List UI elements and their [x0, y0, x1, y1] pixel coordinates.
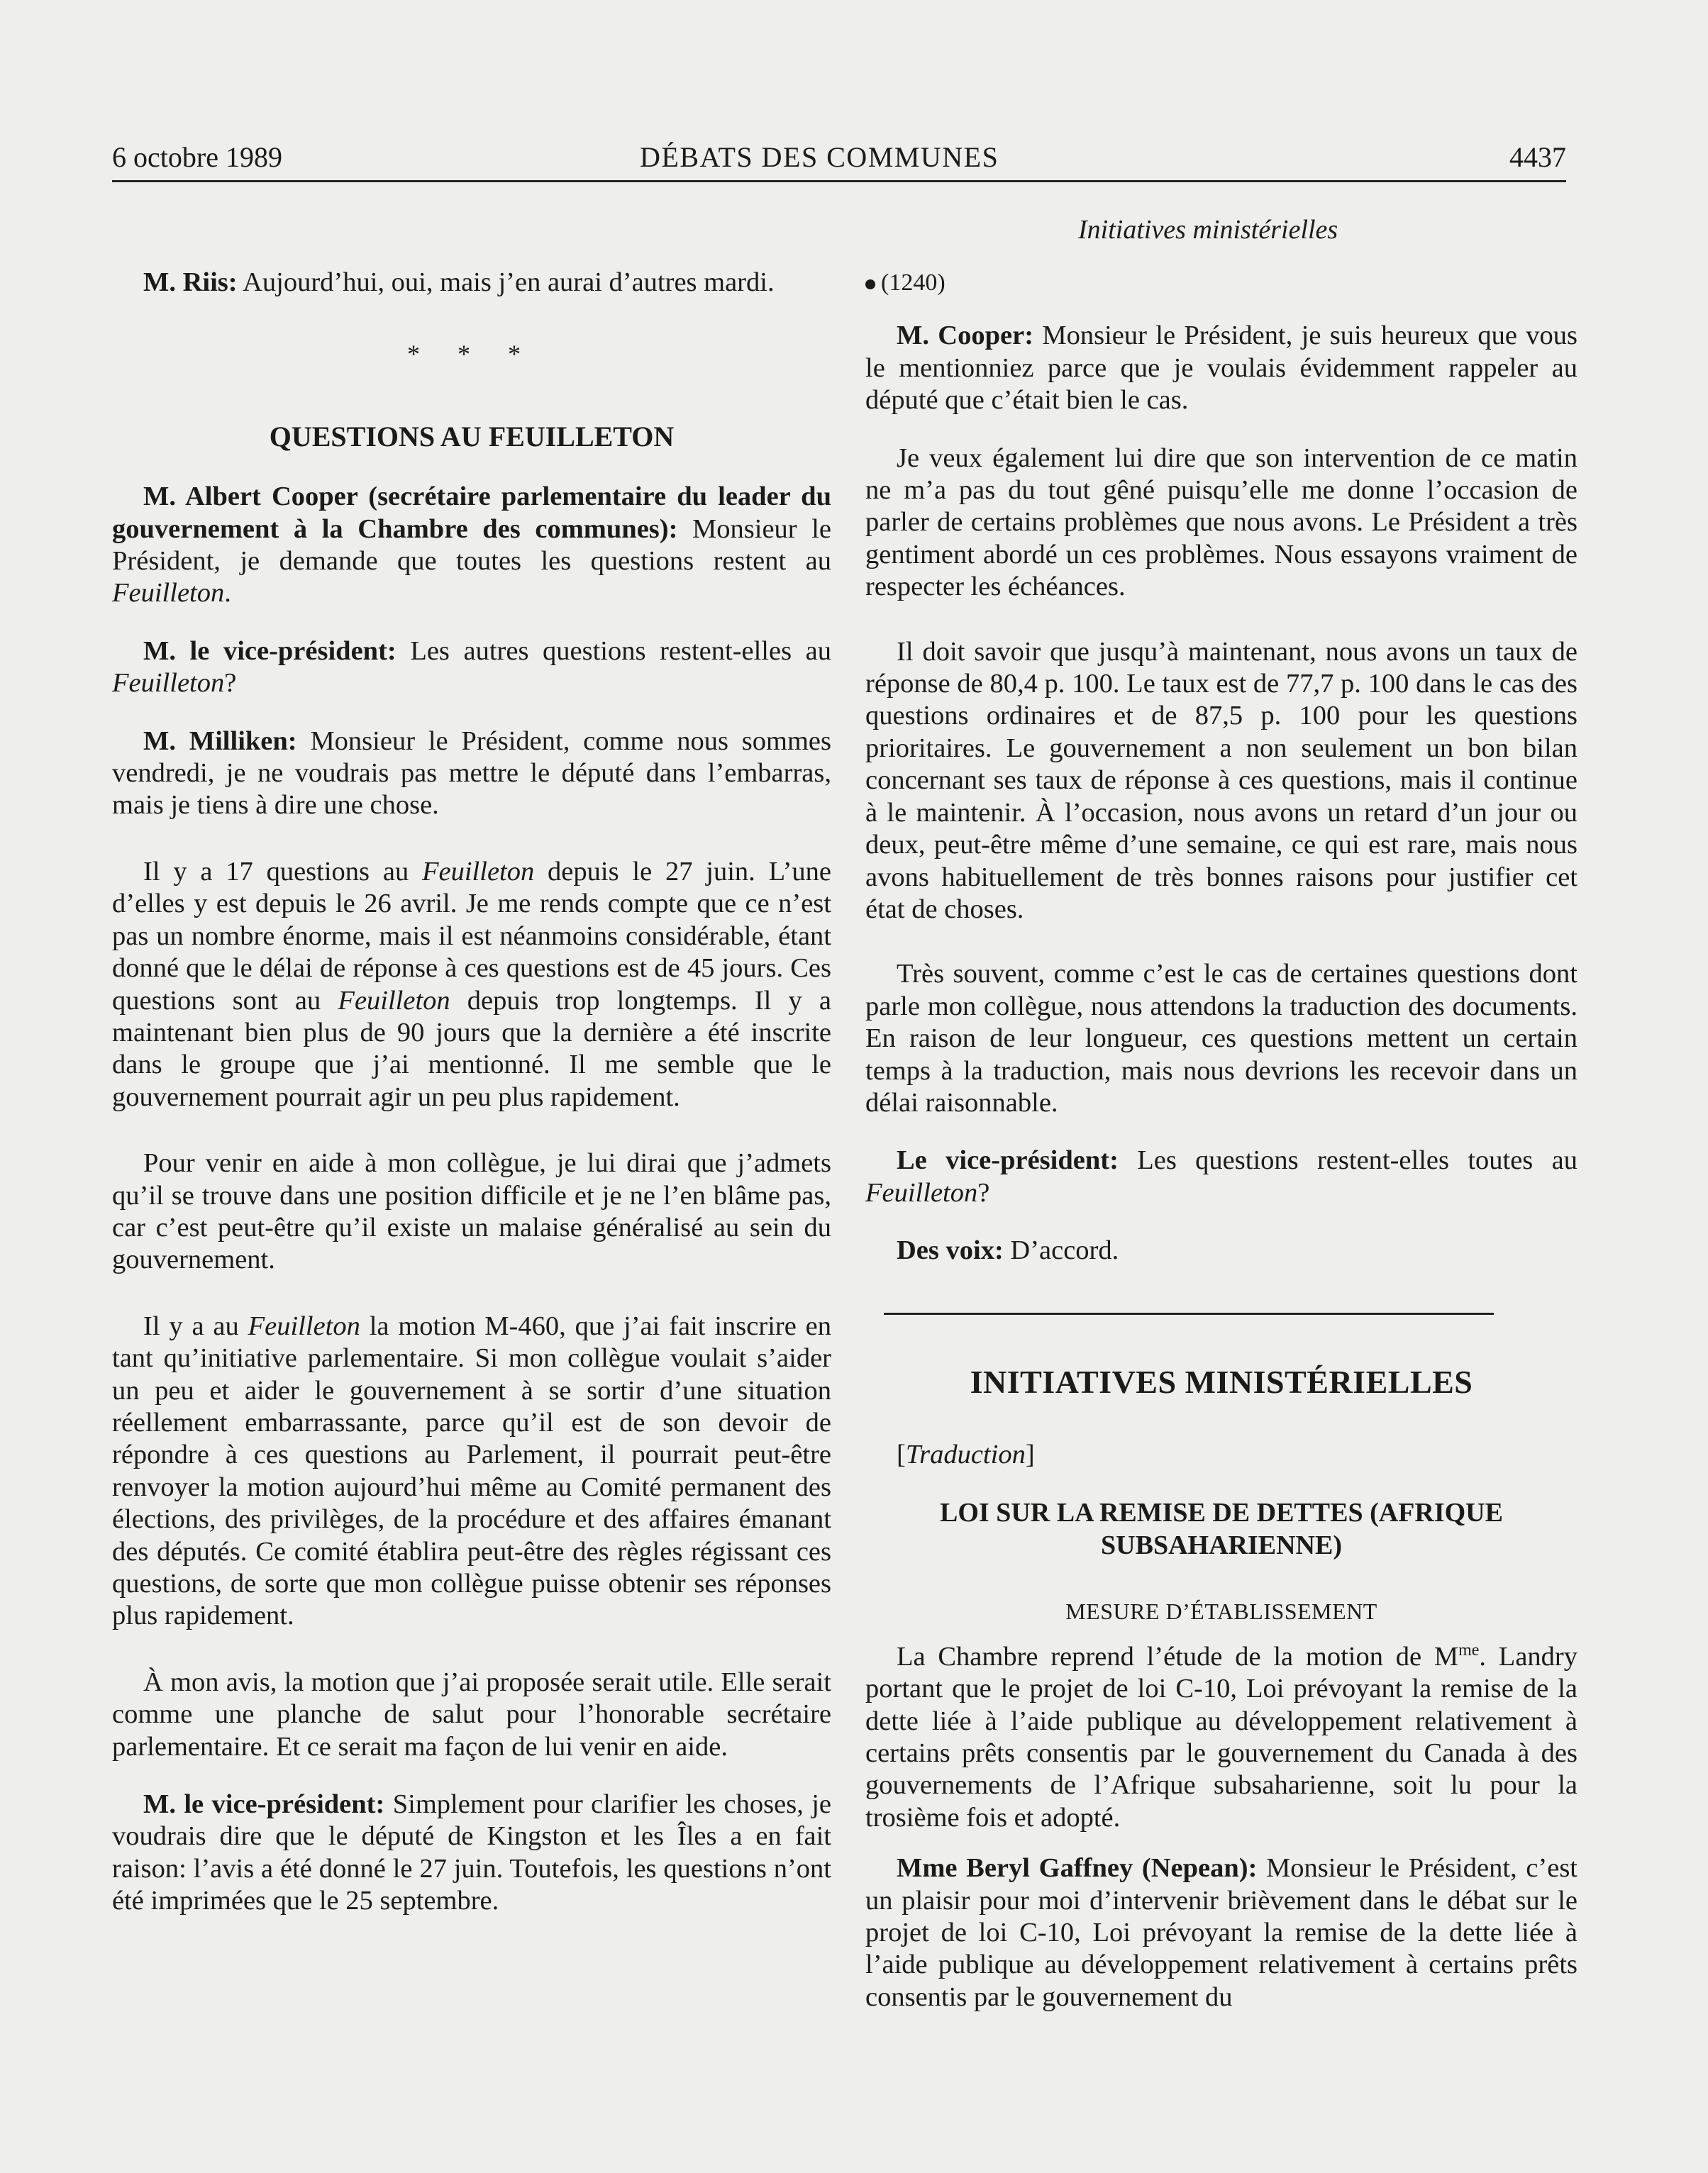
paragraph	[865, 1852, 1577, 2013]
speech-text: Il y a au	[143, 1311, 248, 1341]
italic-text: Feuilleton	[865, 1177, 978, 1208]
speech-text: Pour venir en aide à mon collègue, je lui dirai que j’admets qu’il se trouve dans une position difficile et je ne l’en blâme pas, car c’est peut-être qu’il existe un malaise généralisé au sein du gouvernement.	[112, 1148, 831, 1275]
speech-text: ?	[224, 668, 237, 699]
paragraph	[865, 443, 1577, 604]
subsection-heading: MESURE D’ÉTABLISSEMENT	[1065, 1599, 1377, 1625]
speaker-name: Le vice-président:	[897, 1145, 1119, 1176]
bracket-text: ]	[1025, 1439, 1035, 1469]
italic-text: Feuilleton	[338, 985, 450, 1016]
page-header	[112, 140, 1566, 180]
paragraph	[112, 1789, 831, 1918]
section-heading: QUESTIONS AU FEUILLETON	[269, 420, 675, 452]
italic-text: Feuilleton	[248, 1311, 360, 1341]
speech-text: Aujourd’hui, oui, mais j’en aurai d’autres mardi.	[237, 267, 775, 297]
section-heading: INITIATIVES MINISTÉRIELLES	[970, 1363, 1473, 1400]
right-column	[865, 267, 1577, 2039]
speaker-name: Mme Beryl Gaffney (Nepean):	[897, 1853, 1258, 1884]
speech-text: Simplement pour clarifier les choses, je voudrais dire que le député de Kingston et les Îles a en fait raison: l’avis a été donné le 27 juin. Toutefois, les questions n’ont été imprimées que le 25 septembre.	[112, 1789, 832, 1916]
paragraph	[112, 1667, 831, 1763]
speech-text: À mon avis, la motion que j’ai proposée serait utile. Elle serait comme une planche de salut pour l’honorable secrétaire parlementaire. Et ce serait ma façon de lui venir en aide.	[112, 1667, 831, 1762]
speaker-name: M. le vice-président:	[143, 1789, 385, 1820]
paragraph	[112, 267, 831, 299]
speech-text: Monsieur le Président, je suis heureux que vous le mentionniez parce que je voulais évidemment rappeler au député que c’était bien le cas.	[865, 321, 1577, 416]
header-publication-title: DÉBATS DES COMMUNES	[640, 141, 999, 173]
speech-text: D’accord.	[1003, 1235, 1119, 1266]
speaker-name: M. Milliken:	[143, 726, 297, 756]
section-rule	[884, 1313, 1494, 1315]
speech-text: ?	[977, 1177, 990, 1208]
speech-text: La Chambre reprend l’étude de la motion de M	[897, 1641, 1459, 1672]
paragraph	[112, 856, 831, 1113]
speech-text: depuis trop longtemps. Il y a maintenant bien plus de 90 jours que la dernière a été inscrite dans le groupe que j’ai mentionné. Il me semble que le gouvernement pourrait agir un peu plus rapidement.	[112, 985, 831, 1112]
header-date: 6 octobre 1989	[112, 141, 282, 173]
header-page-number: 4437	[1509, 141, 1566, 173]
superscript-text: me	[1458, 1640, 1480, 1660]
paragraph	[112, 1311, 831, 1633]
paragraph	[865, 320, 1577, 416]
paragraph	[865, 958, 1577, 1119]
bracket-text: [	[897, 1439, 906, 1469]
speech-text: .	[224, 578, 231, 608]
bullet-icon	[865, 279, 875, 289]
speaker-name: M. le vice-président:	[143, 635, 396, 666]
speech-text: Il y a 17 questions au	[143, 856, 422, 887]
speech-text: Très souvent, comme c’est le cas de certaines questions dont parle mon collègue, nous attendons la traduction des documents. En raison de leur longueur, ces questions mettent un certain temps à la traduction, mais nous devrions les recevoir dans un délai raisonnable.	[865, 959, 1577, 1118]
speaker-name: Des voix:	[897, 1235, 1004, 1266]
section-separator: * * *	[407, 340, 536, 369]
timestamp-text: (1240)	[881, 269, 946, 296]
speech-text: Je veux également lui dire que son intervention de ce matin ne m’a pas du tout gêné puisqu’elle me donne l’occasion de parler de certains problèmes que nous avons. Le Président a très gentiment abordé un ces problèmes. Nous essayons vraiment de respecter les échéances.	[865, 443, 1577, 602]
italic-text: Feuilleton	[112, 578, 225, 608]
paragraph	[112, 726, 831, 822]
speech-text: Les questions restent-elles toutes au	[1118, 1145, 1577, 1176]
bill-title: LOI SUR LA REMISE DE DETTES (AFRIQUE SUBSAHARIENNE)	[940, 1498, 1503, 1561]
paragraph	[865, 1641, 1577, 1834]
speech-text: . Landry portant que le projet de loi C-10, Loi prévoyant la remise de la dette liée à l’aide publique au développement relativement à certains prêts consentis par le gouvernement du Canada à des gouvernements de l’Afrique subsaharienne, soit lu pour la trosième fois et adopté.	[865, 1641, 1577, 1833]
paragraph	[865, 636, 1577, 926]
speech-text: Monsieur le Président, comme nous sommes vendredi, je ne voudrais pas mettre le député dans l’embarras, mais je tiens à dire une chose.	[112, 726, 832, 821]
translation-note	[865, 1439, 1577, 1471]
paragraph	[865, 1235, 1577, 1267]
speech-text: la motion M-460, que j’ai fait inscrire en tant qu’initiative parlementaire. Si mon collègue voulait s’aider un peu et aider le gouvernement à se sortir d’une situation réellement embarrassante, parce qu’il est de son devoir de répondre à ces questions au Parlement, il pourrait peut-être renvoyer la motion aujourd’hui même au Comité permanent des élections, des privilèges, de la procédure et des affaires émanant des députés. Ce comité établira peut-être des règles régissant ces questions, de sorte que mon collègue puisse obtenir ses réponses plus rapidement.	[112, 1311, 831, 1631]
left-column	[112, 267, 831, 1943]
header-rule	[112, 180, 1566, 182]
paragraph	[112, 635, 831, 700]
paragraph	[112, 1147, 831, 1277]
paragraph	[865, 1145, 1577, 1209]
italic-text: Traduction	[905, 1439, 1026, 1469]
speaker-name: M. Albert Cooper (secrétaire parlementaire du leader du gouvernement à la Chambre des communes):	[112, 482, 831, 544]
speech-text: Monsieur le Président, c’est un plaisir pour moi d’intervenir brièvement dans le débat sur le projet de loi C-10, Loi prévoyant la remise de la dette liée à l’aide publique au développement relativement à certains prêts consentis par le gouvernement du	[865, 1853, 1577, 2012]
speech-text: depuis le 27 juin. L’une d’elles y est depuis le 26 avril. Je me rends compte que ce n’est pas un nombre énorme, mais il est néanmoins considérable, étant donné que le délai de réponse à ces questions est de 45 jours. Ces questions sont au	[112, 856, 831, 1016]
italic-text: Feuilleton	[112, 668, 225, 699]
speech-text: Les autres questions restent-elles au	[396, 635, 832, 666]
italic-text: Feuilleton	[422, 856, 535, 887]
speech-text: Monsieur le Président, je demande que toutes les questions restent au	[112, 513, 832, 577]
speech-text: Il doit savoir que jusqu’à maintenant, nous avons un taux de réponse de 80,4 p. 100. Le taux est de 77,7 p. 100 dans le cas des questions ordinaires et de 87,5 p. 100 pour les questions prioritaires. Le gouvernement a non seulement un bon bilan concernant ses taux de réponse à ces questions, mais il continue à le maintenir. À l’occasion, nous avons un retard d’un jour ou deux, peut-être même d’une semaine, ce qui est rare, mais nous avons habituellement de très bonnes raisons pour justifier cet état de choses.	[865, 636, 1577, 924]
paragraph	[112, 481, 831, 610]
speaker-name: M. Riis:	[143, 267, 238, 297]
running-head: Initiatives ministérielles	[1078, 215, 1338, 245]
timestamp	[865, 267, 1577, 299]
speaker-name: M. Cooper:	[897, 321, 1034, 351]
